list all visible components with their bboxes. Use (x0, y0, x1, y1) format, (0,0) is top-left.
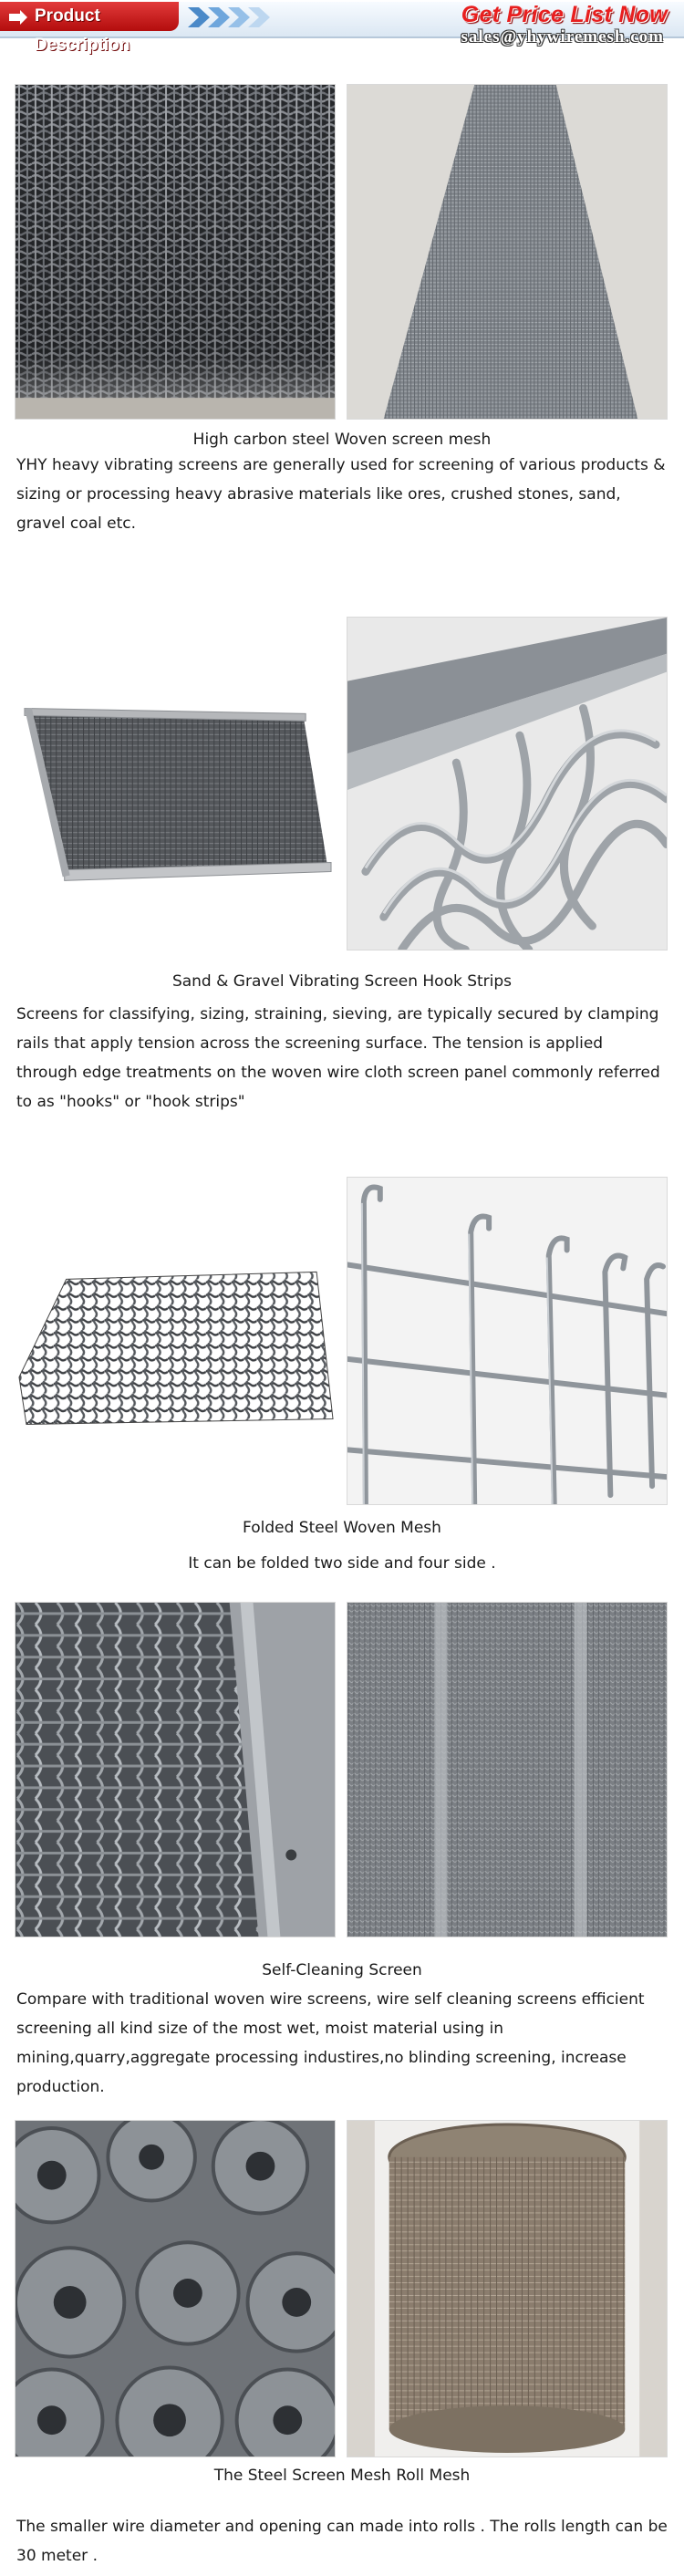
self-cleaning-panel-photo (347, 1602, 668, 1937)
section-2-text: Screens for classifying, sizing, straining, sieving, are typically secured by clamping rails that apply tension across the screening surface. The tension is applied through edge treatments on the woven wire cloth screen panel commonly referred to as "hooks" or "hook strips" (16, 1005, 660, 1111)
section-5-text: The smaller wire diameter and opening can made into rolls . The rolls length can be 30 meter . (16, 2518, 668, 2565)
hook-strip-closeup-photo (347, 617, 668, 950)
contact-email[interactable]: sales@yhywiremesh.com (461, 27, 664, 47)
woven-mesh-sheet-photo (347, 84, 668, 420)
single-mesh-roll-photo (347, 2120, 668, 2457)
section-2-caption: Sand & Gravel Vibrating Screen Hook Strips (171, 972, 513, 991)
section-4-text: Compare with traditional woven wire screens, wire self cleaning screens efficient screening all kind size of the most wet, moist material using in mining,quarry,aggregate processing industires,no blinding screening, increase production. (16, 1990, 645, 2096)
woven-mesh-coil-photo (15, 84, 336, 420)
section-3-caption: Folded Steel Woven Mesh (243, 1519, 441, 1537)
get-price-list-link[interactable]: Get Price List Now (461, 2, 668, 27)
self-cleaning-wires-photo (15, 1602, 336, 1937)
folded-mesh-hooks-photo (347, 1177, 668, 1505)
arrow-icon (9, 10, 27, 25)
section-5-caption: The Steel Screen Mesh Roll Mesh (213, 2467, 471, 2485)
header-banner (0, 0, 684, 53)
folded-mesh-panel-photo (15, 1177, 336, 1505)
section-tab (0, 2, 179, 55)
hook-strip-panel-photo (15, 617, 336, 950)
chevrons-icon (188, 5, 275, 29)
section-4-caption: Self-Cleaning Screen (262, 1961, 422, 1979)
section-1-caption: High carbon steel Woven screen mesh (192, 431, 492, 449)
section-1-text: YHY heavy vibrating screens are generally used for screening of various products & sizing or processing heavy abrasive materials like ores, crushed stones, sand, gravel coal etc. (16, 456, 666, 533)
section-tab-label: Product Description (35, 6, 130, 55)
section-3-text: It can be folded two side and four side . (188, 1554, 496, 1573)
stacked-mesh-rolls-photo (15, 2120, 336, 2457)
